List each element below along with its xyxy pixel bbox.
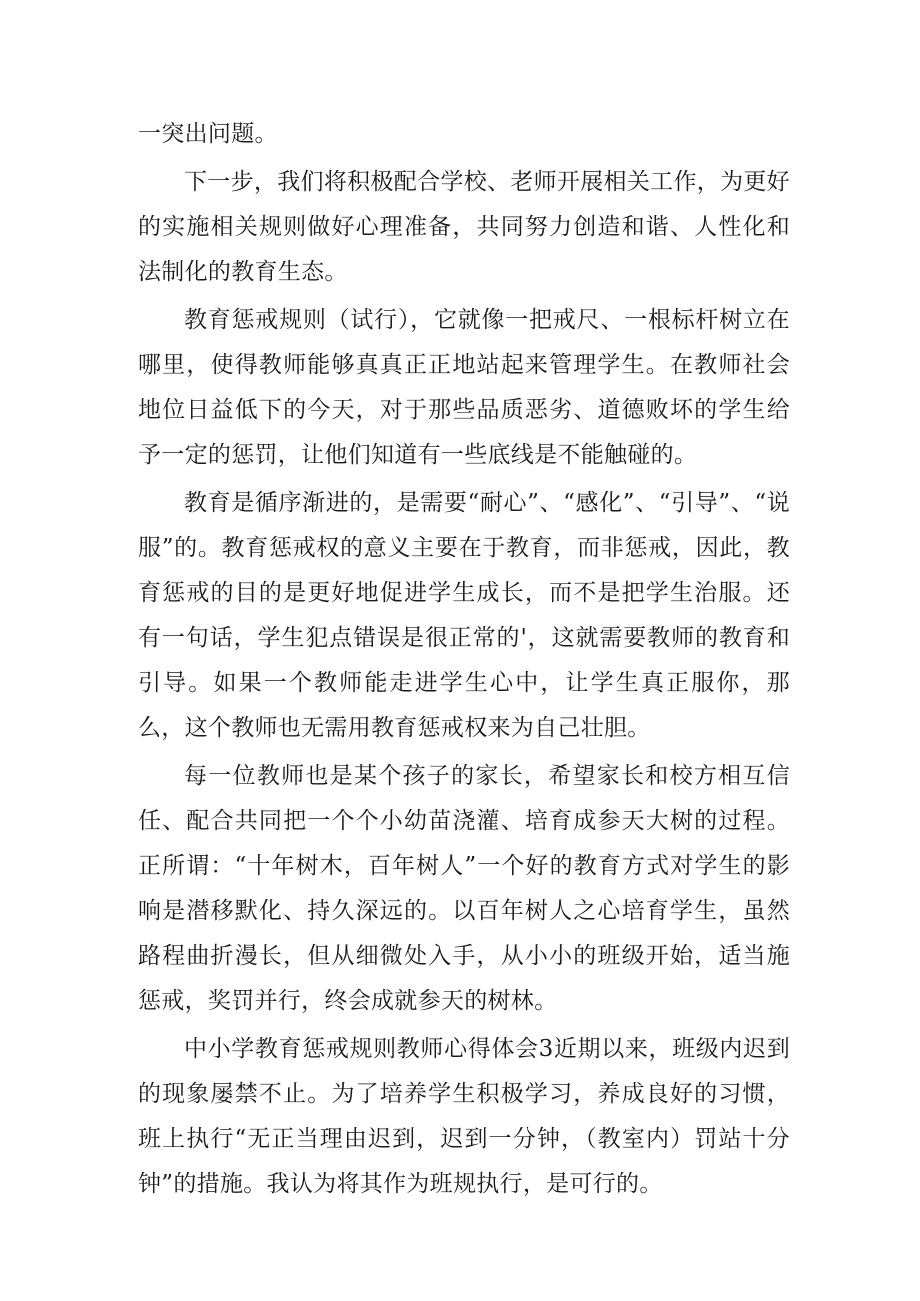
paragraph-next-steps: 下一步，我们将积极配合学校、老师开展相关工作，为更好的实施相关规则做好心理准备，共同努力创造和谐、人性化和法制化的教育生态。 [138, 169, 790, 285]
document-body [138, 112, 790, 1207]
paragraph-gradual-education: 教育是循序渐进的，是需要“耐心”、“感化”、“引导”、“说服”的。教育惩戒权的意义主要在于教育，而非惩戒，因此，教育惩戒的目的是更好地促进学生成长，而不是把学生治服。还有一句话，学生犯点错误是很正常的'，这就需要教师的教育和引导。如果一个教师能走进学生心中，让学生真正服你，那么，这个教师也无需用教育惩戒权来为自己壮胆。 [138, 490, 790, 741]
paragraph-continuation: 一突出问题。 [138, 121, 278, 147]
paragraph-teachers-as-parents: 每一位教师也是某个孩子的家长，希望家长和校方相互信任、配合共同把一个个小幼苗浇灌、培育成参天大树的过程。正所谓：“十年树木，百年树人”一个好的教育方式对学生的影响是潜移默化、持久深远的。以百年树人之心培育学生，虽然路程曲折漫长，但从细微处入手，从小小的班级开始，适当施惩戒，奖罚并行，终会成就参天的树林。 [138, 763, 790, 1014]
paragraph-lateness-policy: 中小学教育惩戒规则教师心得体会3近期以来，班级内迟到的现象屡禁不止。为了培养学生积极学习，养成良好的习惯，班上执行“无正当理由迟到，迟到一分钟，（教室内）罚站十分钟”的措施。我认为将其作为班规执行，是可行的。 [138, 1036, 790, 1197]
paragraph-discipline-rules: 教育惩戒规则（试行），它就像一把戒尺、一根标杆树立在哪里，使得教师能够真真正正地站起来管理学生。在教师社会地位日益低下的今天，对于那些品质恶劣、道德败坏的学生给予一定的惩罚，让他们知道有一些底线是不能触碰的。 [138, 307, 790, 468]
